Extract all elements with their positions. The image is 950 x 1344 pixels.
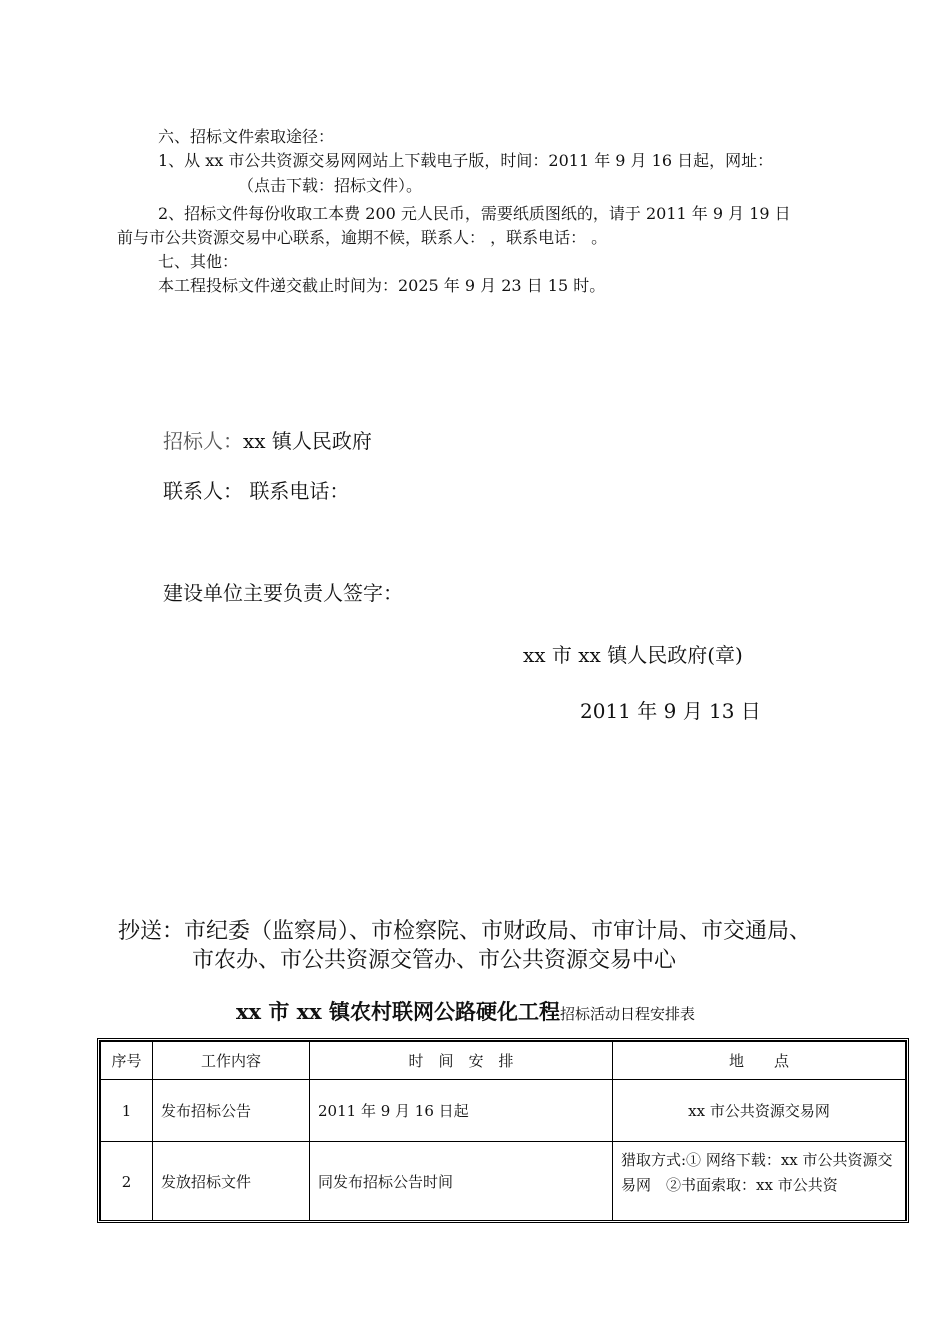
table-row (101, 1080, 906, 1142)
table-header-row (101, 1042, 906, 1080)
tenderer-line (163, 428, 372, 454)
section-seven-heading: 七、其他： (158, 252, 239, 271)
row2-index: 2 (101, 1142, 153, 1222)
download-link[interactable]: （点击下载：招标文件）。 (238, 176, 423, 195)
header-time: 时 间 安 排 (310, 1042, 613, 1080)
row1-index: 1 (101, 1080, 153, 1142)
contact-line: 联系人： 联系电话： (163, 479, 350, 503)
row2-content: 发放招标文件 (153, 1142, 310, 1222)
signature-date: 2011 年 9 月 13 日 (580, 699, 761, 723)
leader-sign-line: 建设单位主要负责人签字： (163, 581, 403, 605)
schedule-table (97, 1038, 909, 1223)
schedule-title-sub: 招标活动日程安排表 (560, 1005, 696, 1023)
header-index: 序号 (101, 1042, 153, 1080)
section-six-item2-line1: 2、招标文件每份收取工本费 200 元人民币，需要纸质图纸的，请于 2011 年 9 月 19 日 (158, 204, 791, 223)
schedule-title (236, 996, 695, 1026)
section-six-heading: 六、招标文件索取途径： (158, 127, 335, 146)
row2-time: 同发布招标公告时间 (310, 1142, 613, 1222)
row1-time: 2011 年 9 月 16 日起 (310, 1080, 613, 1142)
row1-content: 发布招标公告 (153, 1080, 310, 1142)
header-content: 工作内容 (153, 1042, 310, 1080)
cc-line1: 抄送：市纪委（监察局）、市检察院、市财政局、市审计局、市交通局、 (118, 919, 812, 944)
deadline-line: 本工程投标文件递交截止时间为：2025 年 9 月 23 日 15 时。 (158, 276, 606, 295)
section-six-item2-line2: 前与市公共资源交易中心联系，逾期不候，联系人： ，联系电话： 。 (117, 228, 608, 247)
header-location: 地 点 (613, 1042, 906, 1080)
tenderer-label: 招标人： (163, 429, 243, 453)
schedule-title-main: xx 市 xx 镇农村联网公路硬化工程 (236, 999, 561, 1024)
organization-seal: xx 市 xx 镇人民政府(章) (523, 643, 743, 667)
row2-location: 猎取方式:① 网络下载：xx 市公共资源交易网 ②书面索取：xx 市公共资 (613, 1142, 906, 1222)
section-six-item1-line1: 1、从 xx 市公共资源交易网网站上下载电子版，时间：2011 年 9 月 16 日起，网址： (158, 151, 774, 170)
row1-location: xx 市公共资源交易网 (613, 1080, 906, 1142)
table-row (101, 1142, 906, 1222)
tenderer-value: xx 镇人民政府 (243, 429, 372, 453)
cc-line2: 市农办、市公共资源交管办、市公共资源交易中心 (192, 948, 677, 973)
